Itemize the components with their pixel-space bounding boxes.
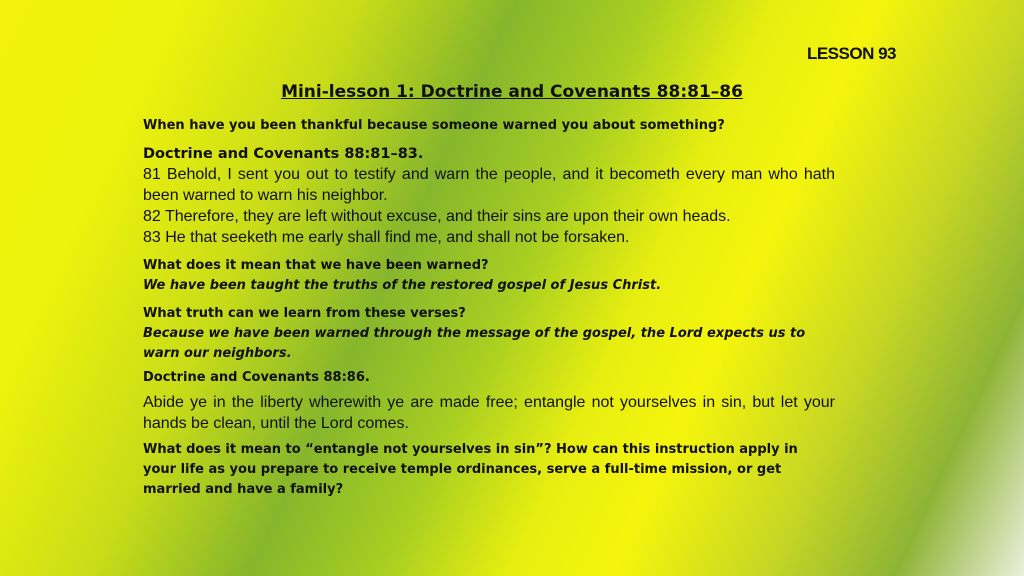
question-warned: What does it mean that we have been warned? bbox=[143, 258, 489, 273]
slide-title: Mini-lesson 1: Doctrine and Covenants 88:81–86 bbox=[281, 82, 743, 102]
scripture-reference-81-83: Doctrine and Covenants 88:81–83. bbox=[143, 146, 424, 162]
verse-text: He that seeketh me early shall find me, and shall not be forsaken. bbox=[160, 229, 630, 246]
slide-content bbox=[143, 116, 835, 500]
scripture-reference-86: Doctrine and Covenants 88:86. bbox=[143, 370, 370, 385]
verse-text: Behold, I sent you out to testify and warn the people, and it becometh every man who hath been warned to warn his neighbor. bbox=[143, 166, 835, 204]
verse-86: Abide ye in the liberty wherewith ye are made free; entangle not yourselves in sin, but let your hands be clean, until the Lord comes. bbox=[143, 394, 835, 432]
scripture-verses-81-83 bbox=[143, 164, 835, 248]
answer-truth: Because we have been warned through the message of the gospel, the Lord expects us to warn our neighbors. bbox=[143, 326, 806, 361]
question-thankful: When have you been thankful because someone warned you about something? bbox=[143, 118, 725, 133]
verse-number: 82 bbox=[143, 208, 161, 225]
verse-81 bbox=[143, 164, 835, 206]
lesson-label: LESSON 93 bbox=[806, 44, 896, 63]
verse-text: Therefore, they are left without excuse, and their sins are upon their own heads. bbox=[160, 208, 731, 225]
verse-83 bbox=[143, 227, 835, 248]
answer-warned: We have been taught the truths of the restored gospel of Jesus Christ. bbox=[143, 278, 662, 293]
verse-number: 81 bbox=[143, 166, 161, 183]
question-truth: What truth can we learn from these verses? bbox=[143, 306, 466, 321]
verse-82 bbox=[143, 206, 835, 227]
verse-number: 83 bbox=[143, 229, 161, 246]
question-entangle: What does it mean to “entangle not yourselves in sin”? How can this instruction apply in your life as you prepare to receive temple ordinances, serve a full-time mission, or get married and have a family? bbox=[143, 442, 798, 497]
